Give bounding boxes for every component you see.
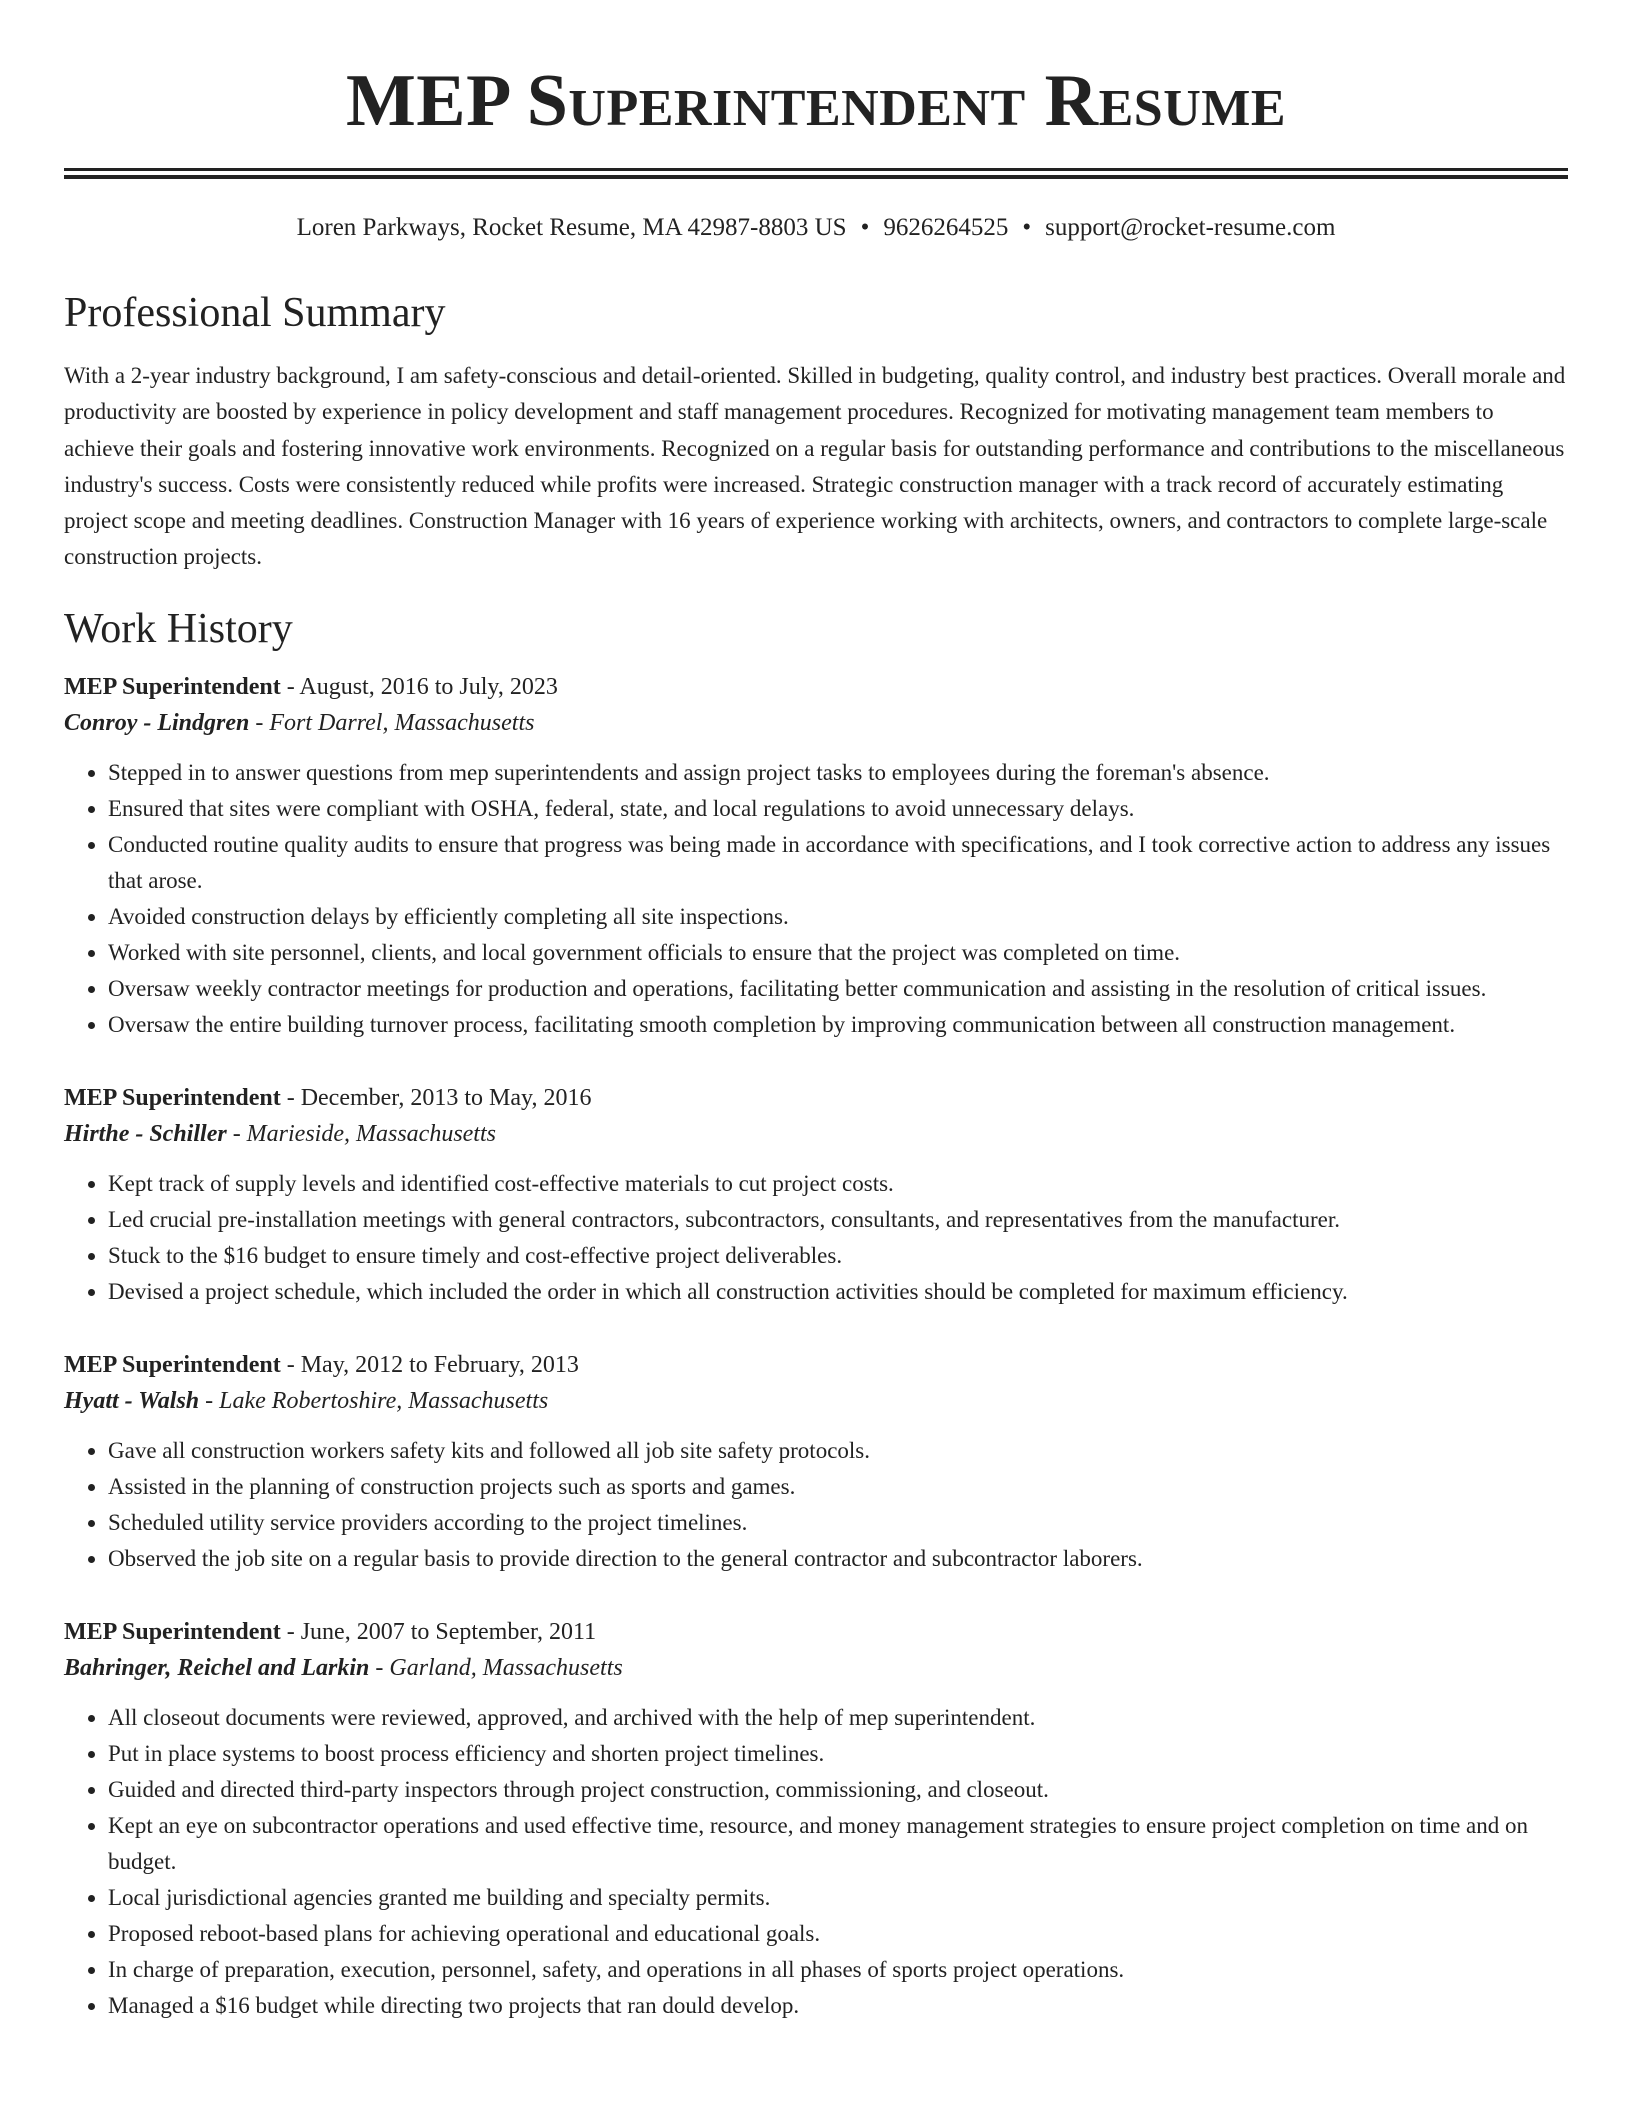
job-company-line (64, 1649, 1568, 1687)
job-duty: • Kept an eye on subcontractor operations and used effective time, resource, and money management strategies to ensure project completion on time and on budget. (108, 1808, 1568, 1880)
job-duty: • All closeout documents were reviewed, approved, and archived with the help of mep superintendent. (108, 1700, 1568, 1736)
title-divider-secondary (64, 175, 1568, 179)
job-dates: - June, 2007 to September, 2011 (280, 1618, 597, 1645)
job-entry (64, 1615, 1568, 2024)
job-duty: • Proposed reboot-based plans for achieving operational and educational goals. (108, 1916, 1568, 1952)
job-role: MEP Superintendent (64, 1618, 281, 1645)
job-duty: • Ensured that sites were compliant with OSHA, federal, state, and local regulations to avoid unnecessary delays. (108, 791, 1568, 827)
job-entry (64, 1081, 1568, 1310)
job-location: - Lake Robertoshire, Massachusetts (199, 1387, 549, 1414)
contact-separator: • (1022, 214, 1032, 241)
job-company-line (64, 1382, 1568, 1420)
job-title-line (64, 1348, 1568, 1382)
job-title-line (64, 670, 1568, 704)
job-duties-list (64, 1166, 1568, 1310)
job-duties-list (64, 1700, 1568, 2024)
job-duty: • Oversaw the entire building turnover process, facilitating smooth completion by improving communication between all construction management. (108, 1007, 1568, 1043)
job-company: Bahringer, Reichel and Larkin (64, 1654, 370, 1681)
job-location: - Marieside, Massachusetts (226, 1120, 496, 1147)
contact-address: Loren Parkways, Rocket Resume, MA 42987-8803 US (296, 214, 847, 241)
job-entry (64, 670, 1568, 1043)
job-role: MEP Superintendent (64, 1084, 281, 1111)
job-dates: - August, 2016 to July, 2023 (280, 673, 558, 700)
job-duties-list (64, 1433, 1568, 1577)
job-title-line (64, 1081, 1568, 1115)
job-duty: • Assisted in the planning of construction projects such as sports and games. (108, 1469, 1568, 1505)
resume-page (64, 0, 1568, 2024)
job-dates: - December, 2013 to May, 2016 (280, 1084, 592, 1111)
contact-phone: 9626264525 (883, 214, 1009, 241)
job-duty: • Conducted routine quality audits to ensure that progress was being made in accordance with specifications, and I took corrective action to address any issues that arose. (108, 827, 1568, 899)
job-duty: • Gave all construction workers safety kits and followed all job site safety protocols. (108, 1433, 1568, 1469)
job-company: Hirthe - Schiller (64, 1120, 227, 1147)
job-duties-list (64, 755, 1568, 1043)
job-duty: • Stuck to the $16 budget to ensure timely and cost-effective project deliverables. (108, 1238, 1568, 1274)
job-duty: • Stepped in to answer questions from mep superintendents and assign project tasks to employees during the foreman's absence. (108, 755, 1568, 791)
job-duty: • Guided and directed third-party inspectors through project construction, commissioning, and closeout. (108, 1772, 1568, 1808)
section-heading-summary: Professional Summary (64, 290, 446, 336)
job-duty: • Oversaw weekly contractor meetings for production and operations, facilitating better communication and assisting in the resolution of critical issues. (108, 971, 1568, 1007)
job-company: Conroy - Lindgren (64, 709, 250, 736)
job-duty: • Worked with site personnel, clients, and local government officials to ensure that the project was completed on time. (108, 935, 1568, 971)
job-company: Hyatt - Walsh (64, 1387, 200, 1414)
job-duty: • Led crucial pre-installation meetings with general contractors, subcontractors, consultants, and representatives from the manufacturer. (108, 1202, 1568, 1238)
job-title-line (64, 1615, 1568, 1649)
job-location: - Garland, Massachusetts (369, 1654, 623, 1681)
summary-text: With a 2-year industry background, I am safety-conscious and detail-oriented. Skilled in budgeting, quality control, and industry best practices. Overall morale and productivity are boosted by experience in policy development and staff management procedures. Recognized for motivating management team members to achieve their goals and fostering innovative work environments. Recognized on a regular basis for outstanding performance and contributions to the miscellaneous industry's success. Costs were consistently reduced while profits were increased. Strategic construction manager with a track record of accurately estimating project scope and meeting deadlines. Construction Manager with 16 years of experience working with architects, owners, and contractors to complete large-scale construction projects. (64, 363, 1566, 570)
job-company-line (64, 704, 1568, 742)
title-divider (64, 168, 1568, 171)
job-entry (64, 1348, 1568, 1577)
job-duty: • Devised a project schedule, which included the order in which all construction activities should be completed for maximum efficiency. (108, 1274, 1568, 1310)
job-duty: • Observed the job site on a regular basis to provide direction to the general contractor and subcontractor laborers. (108, 1541, 1568, 1577)
job-duty: • Managed a $16 budget while directing two projects that ran dould develop. (108, 1988, 1568, 2024)
contact-separator: • (860, 214, 870, 241)
job-dates: - May, 2012 to February, 2013 (280, 1351, 579, 1378)
job-duty: • Local jurisdictional agencies granted me building and specialty permits. (108, 1880, 1568, 1916)
job-company-line (64, 1115, 1568, 1153)
page-title: MEP Superintendent Resume (345, 60, 1287, 142)
contact-email[interactable]: support@rocket-resume.com (1045, 214, 1336, 241)
job-duty: • Avoided construction delays by efficiently completing all site inspections. (108, 899, 1568, 935)
job-duty: • In charge of preparation, execution, personnel, safety, and operations in all phases of sports project operations. (108, 1952, 1568, 1988)
contact-line (64, 212, 1568, 244)
job-role: MEP Superintendent (64, 1351, 281, 1378)
section-heading-work-history: Work History (64, 605, 293, 652)
job-location: - Fort Darrel, Massachusetts (249, 709, 535, 736)
job-role: MEP Superintendent (64, 673, 281, 700)
job-duty: • Scheduled utility service providers according to the project timelines. (108, 1505, 1568, 1541)
job-duty: • Kept track of supply levels and identified cost-effective materials to cut project costs. (108, 1166, 1568, 1202)
job-duty: • Put in place systems to boost process efficiency and shorten project timelines. (108, 1736, 1568, 1772)
